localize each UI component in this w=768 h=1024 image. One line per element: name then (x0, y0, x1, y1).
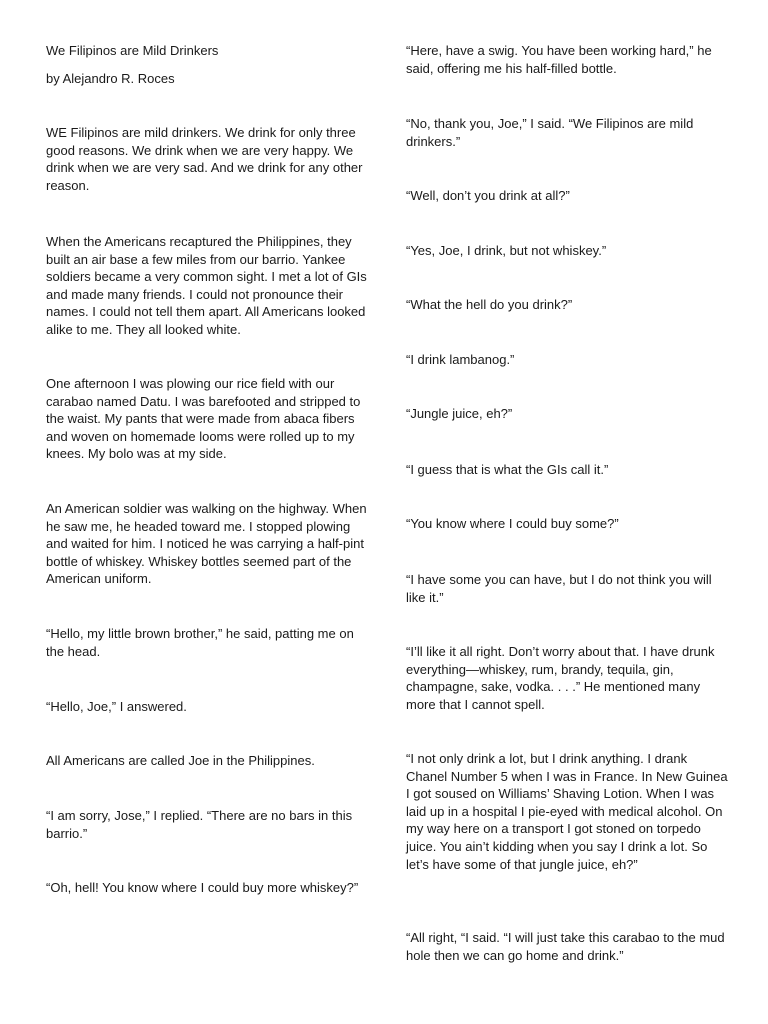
paragraph: “You know where I could buy some?” (406, 516, 619, 531)
paragraph: “I am sorry, Jose,” I replied. “There are no bars in this barrio.” (46, 808, 353, 841)
document-title: We Filipinos are Mild Drinkers (46, 43, 219, 58)
paragraph: All Americans are called Joe in the Philippines. (46, 753, 315, 768)
paragraph: “Yes, Joe, I drink, but not whiskey.” (406, 243, 607, 258)
paragraph: “Hello, Joe,” I answered. (46, 699, 187, 714)
paragraph: WE Filipinos are mild drinkers. We drink for only three good reasons. We drink when we are very happy. We drink when we are very sad. And we drink for any other reason. (46, 125, 363, 193)
paragraph: “Jungle juice, eh?” (406, 406, 513, 421)
paragraph: “Here, have a swig. You have been working hard,” he said, offering me his half-filled bottle. (406, 43, 712, 76)
paragraph: “Oh, hell! You know where I could buy more whiskey?” (46, 880, 359, 895)
paragraph: “I not only drink a lot, but I drink anything. I drank Chanel Number 5 when I was in France. In New Guinea I got soused on Williams’ Shaving Lotion. When I was laid up in a hospital I pie-eyed with medical alcohol. On my way here on a transport I got stoned on torpedo juice. You ain’t kidding when you say I drink a lot. So let’s have some of that jungle juice, eh?” (406, 751, 728, 872)
paragraph: “I guess that is what the GIs call it.” (406, 462, 609, 477)
paragraph: “Well, don’t you drink at all?” (406, 188, 570, 203)
paragraph: When the Americans recaptured the Philippines, they built an air base a few miles from our barrio. Yankee soldiers became a very common sight. I met a lot of GIs and made many friends. I could not pronounce their names. I could not tell them apart. All Americans looked alike to me. They all looked white. (46, 234, 367, 337)
paragraph: An American soldier was walking on the highway. When he saw me, he headed toward me. I stopped plowing and waited for him. I noticed he was carrying a half-pint bottle of whiskey. Whiskey bottles seemed part of the American uniform. (46, 501, 367, 587)
paragraph: “All right, “I said. “I will just take this carabao to the mud hole then we can go home and drink.” (406, 930, 725, 963)
paragraph: “I drink lambanog.” (406, 352, 515, 367)
paragraph: “What the hell do you drink?” (406, 297, 573, 312)
paragraph: “Hello, my little brown brother,” he said, patting me on the head. (46, 626, 354, 659)
paragraph: One afternoon I was plowing our rice field with our carabao named Datu. I was barefooted and stripped to the waist. My pants that were made from abaca fibers and woven on homemade looms were rolled up to my knees. My bolo was at my side. (46, 376, 361, 462)
document-byline: by Alejandro R. Roces (46, 71, 175, 86)
paragraph: “I have some you can have, but I do not think you will like it.” (406, 572, 712, 605)
paragraph: “No, thank you, Joe,” I said. “We Filipinos are mild drinkers.” (406, 116, 694, 149)
paragraph: “I’ll like it all right. Don’t worry about that. I have drunk everything—whiskey, rum, brandy, tequila, gin, champagne, sake, vodka. . . .” He mentioned many more that I cannot spell. (406, 644, 715, 712)
